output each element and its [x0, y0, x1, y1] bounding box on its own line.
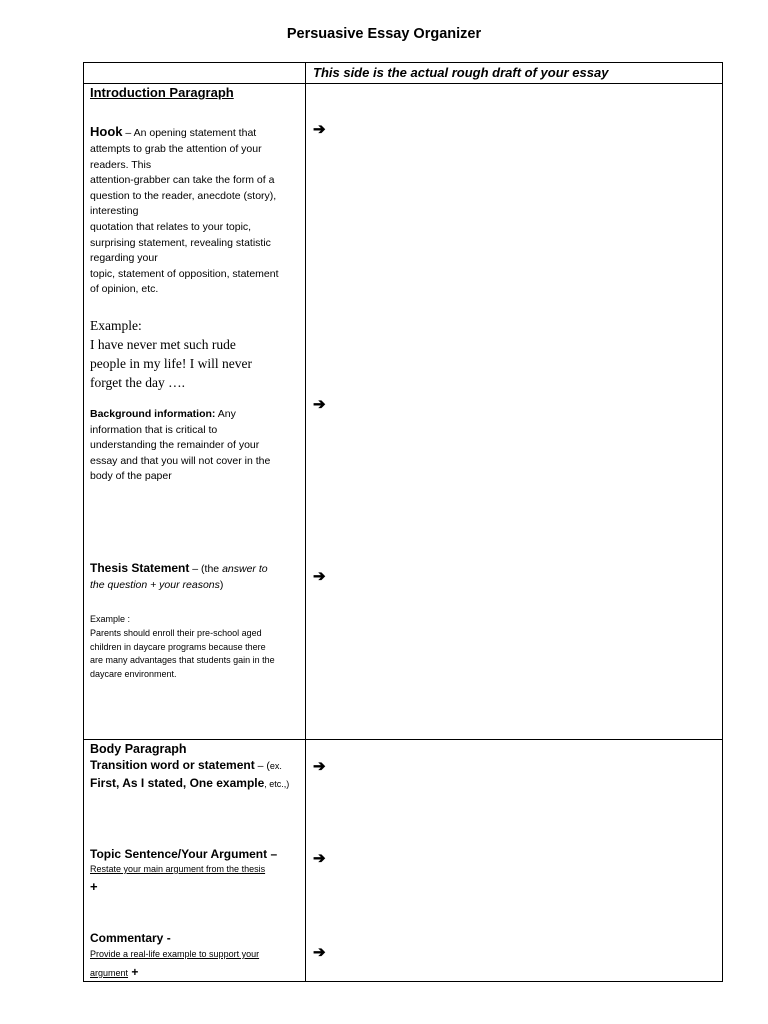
arrow-right-icon: ➔	[313, 568, 326, 585]
hook-label: Hook	[90, 124, 123, 139]
hook-dash: –	[122, 127, 134, 139]
topic-plus: +	[90, 879, 98, 894]
background-line: body of the paper	[90, 470, 172, 483]
hook-line: question to the reader, anecdote (story),	[90, 189, 277, 202]
example-line: people in my life! I will never	[90, 356, 252, 371]
thesis-example-line: children in daycare programs because there	[90, 641, 266, 652]
background-line: understanding the remainder of your	[90, 439, 260, 452]
thesis-close: )	[219, 579, 224, 591]
thesis-block	[90, 561, 305, 578]
organizer-table	[83, 62, 723, 982]
thesis-example-block	[90, 627, 305, 681]
rough-draft-header: This side is the actual rough draft of your essay	[313, 65, 609, 80]
hook-block	[90, 124, 302, 142]
arrow-right-icon: ➔	[313, 758, 326, 775]
thesis-line2	[90, 578, 223, 594]
transition-block	[90, 758, 305, 775]
thesis-dash: – (	[189, 563, 205, 575]
hook-lines	[90, 142, 305, 298]
body-heading: Body Paragraph	[90, 742, 187, 756]
transition-line2	[90, 776, 305, 793]
intro-heading: Introduction Paragraph	[90, 85, 234, 100]
transition-tail: , etc.,)	[264, 779, 290, 789]
background-label: Background information:	[90, 408, 216, 420]
transition-examples: First, As I stated, One example	[90, 776, 265, 790]
background-line: Any	[217, 408, 236, 420]
transition-dash: – (	[254, 760, 270, 772]
thesis-italic-1: answer to	[222, 563, 268, 575]
hook-line: attention-grabber can take the form of a	[90, 174, 275, 187]
arrow-right-icon: ➔	[313, 944, 326, 961]
commentary-line1: Provide a real-life example to support your	[90, 949, 260, 959]
hook-line: of opinion, etc.	[90, 283, 159, 296]
commentary-plus: +	[128, 965, 139, 979]
example-block	[90, 335, 252, 392]
hook-line: quotation that relates to your topic,	[90, 220, 252, 233]
example-line: forget the day ….	[90, 375, 185, 390]
thesis-example-line: Parents should enroll their pre-school aged	[90, 628, 262, 638]
thesis-example-label: Example :	[90, 614, 131, 624]
arrow-right-icon: ➔	[313, 850, 326, 867]
background-block	[90, 407, 305, 485]
thesis-label: Thesis Statement	[90, 561, 190, 575]
commentary-line2-wrap	[90, 966, 138, 981]
hook-line: regarding your	[90, 252, 158, 265]
commentary-line2: argument	[90, 968, 129, 978]
commentary-label: Commentary -	[90, 931, 171, 945]
thesis-example-line: are many advantages that students gain in the	[90, 655, 275, 666]
hook-line: surprising statement, revealing statistic	[90, 236, 271, 249]
thesis-italic-2: the question + your reasons	[90, 579, 220, 591]
page-title: Persuasive Essay Organizer	[286, 26, 482, 42]
example-line: I have never met such rude	[90, 337, 236, 352]
arrow-right-icon: ➔	[313, 396, 326, 413]
topic-label: Topic Sentence/Your Argument –	[90, 847, 278, 861]
hook-line: topic, statement of opposition, statement	[90, 267, 279, 280]
thesis-the: the	[204, 563, 223, 575]
transition-label: Transition word or statement	[90, 758, 255, 772]
arrow-right-icon: ➔	[313, 121, 326, 138]
background-line: information that is critical to	[90, 423, 218, 436]
transition-ex: ex.	[269, 761, 282, 771]
example-label: Example:	[90, 318, 142, 333]
hook-line: readers. This	[90, 158, 152, 171]
thesis-example-line: daycare environment.	[90, 668, 177, 679]
hook-line: interesting	[90, 205, 139, 218]
background-line: essay and that you will not cover in the	[90, 454, 271, 467]
hook-line-0: An opening statement that	[133, 127, 257, 139]
hook-line: attempts to grab the attention of your	[90, 143, 262, 155]
topic-line: Restate your main argument from the thesis	[90, 864, 266, 874]
